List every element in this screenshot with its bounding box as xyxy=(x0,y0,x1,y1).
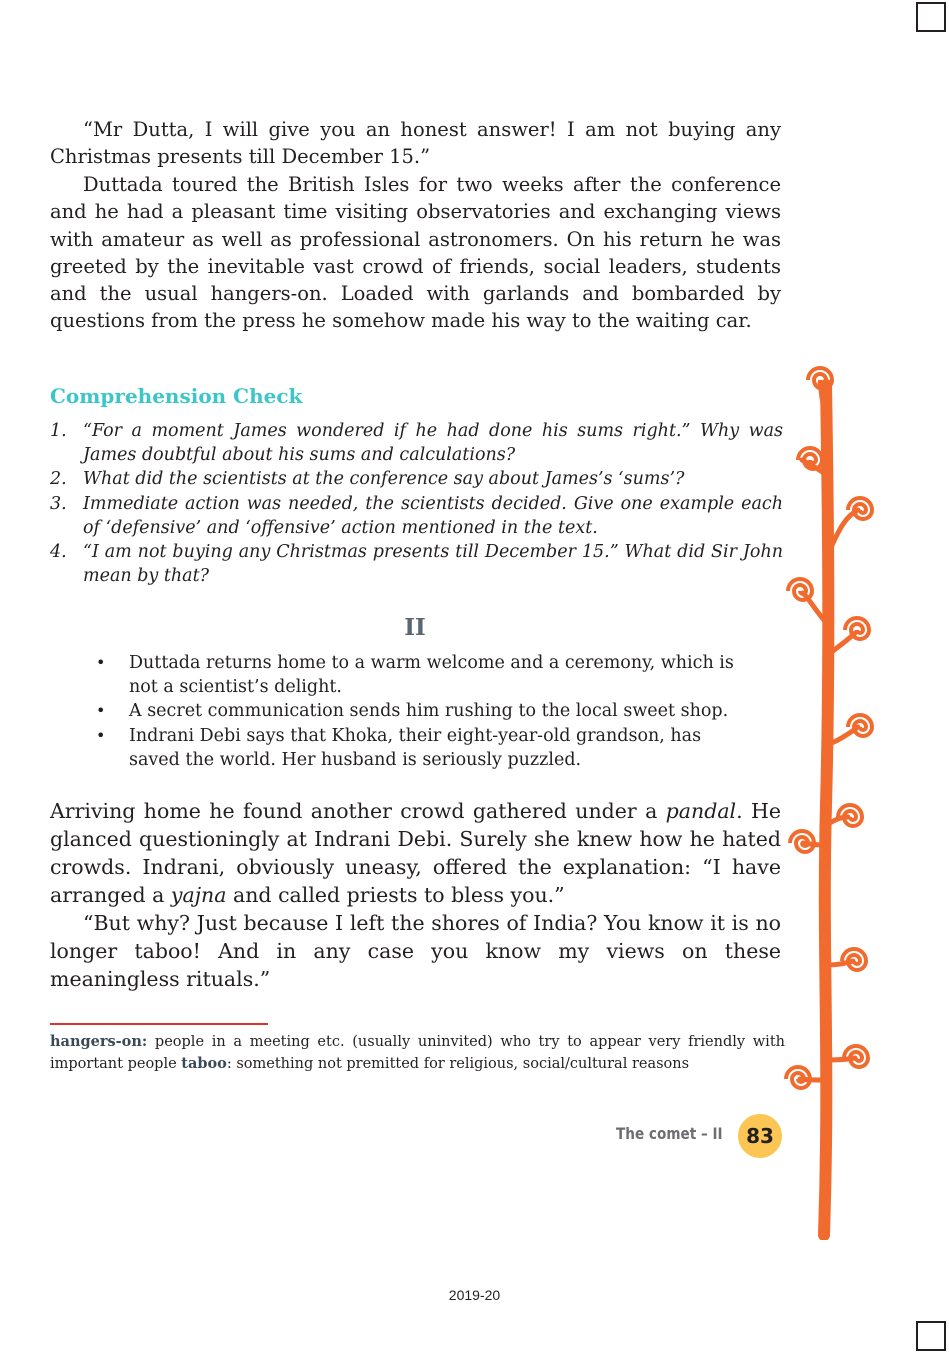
page-number-badge: 83 xyxy=(738,1114,782,1158)
question-text: “I am not buying any Christmas presents till December 15.” What did Sir John mean by that? xyxy=(83,542,783,587)
section-numeral: II xyxy=(404,614,426,641)
question-number: 4. xyxy=(50,542,67,563)
bullet-dot: • xyxy=(96,701,106,721)
question-number: 1. xyxy=(50,421,67,441)
footnote-rule xyxy=(50,1023,268,1025)
summary-bullet-item xyxy=(96,724,746,772)
italic-term-yajna: yajna xyxy=(170,883,227,907)
crop-mark-top xyxy=(916,2,946,32)
glossary-term: hangers-on: xyxy=(50,1033,148,1050)
text-run: and called priests to bless you.” xyxy=(226,883,565,907)
paragraph-christmas-quote: “Mr Dutta, I will give you an honest answer! I am not buying any Christmas presents till December 15.” xyxy=(50,118,781,169)
summary-bullet-item xyxy=(96,699,746,723)
paragraph-but-why: “But why? Just because I left the shores of India? You know it is no longer taboo! And in any case you know my views on these meaningless rituals.” xyxy=(50,911,781,991)
decorative-vine-illustration xyxy=(770,355,890,1240)
crop-mark-bottom xyxy=(916,1321,946,1351)
glossary-term: taboo xyxy=(181,1055,227,1072)
glossary-definition: : something not premitted for religious, social/cultural reasons xyxy=(226,1056,690,1072)
question-number: 2. xyxy=(50,469,67,490)
bullet-dot: • xyxy=(96,653,106,672)
running-title: The comet – II xyxy=(616,1124,723,1143)
summary-text: Indrani Debi says that Khoka, their eight-year-old grandson, has saved the world. Her husband is seriously puzzled. xyxy=(129,725,702,770)
question-item xyxy=(50,492,783,540)
summary-text: A secret communication sends him rushing to the local sweet shop. xyxy=(129,701,729,722)
section-summary-list xyxy=(96,651,746,772)
summary-bullet-item xyxy=(96,651,746,699)
question-item xyxy=(50,467,783,491)
comprehension-question-list xyxy=(50,419,783,588)
text-run: . He glanced questioningly at Indrani Debi. Surely she knew how he hated crowds. Indrani, obviously uneasy, offered the explanation: “I have arranged a xyxy=(50,799,781,907)
paragraph-british-isles-tour: Duttada toured the British Isles for two weeks after the conference and he had a pleasant time visiting observatories and exchanging views with amateur as well as professional astronomers. On his return he was greeted by the inevitable vast crowd of friends, social leaders, students and the usual hangers-on. Loaded with garlands and bombarded by questions from the press he somehow made his way to the waiting car. xyxy=(50,173,781,333)
paragraph-arriving-home xyxy=(50,797,781,909)
text-run: Arriving home he found another crowd gathered under a xyxy=(50,799,666,823)
italic-term-pandal: pandal xyxy=(665,799,737,823)
edition-year: 2019-20 xyxy=(448,1287,501,1303)
bullet-dot: • xyxy=(96,725,106,745)
glossary-footnote xyxy=(50,1031,785,1075)
comprehension-check-heading: Comprehension Check xyxy=(50,384,303,408)
question-text: What did the scientists at the conference say about James’s ‘sums’? xyxy=(83,469,685,490)
question-text: Immediate action was needed, the scientists decided. Give one example each of ‘defensive’ and ‘offensive’ action mentioned in the text. xyxy=(83,493,783,538)
glossary-definition: people in a meeting etc. (usually uninvited) who try to appear very friendly with important people xyxy=(50,1034,785,1072)
summary-text: Duttada returns home to a warm welcome and a ceremony, which is not a scientist’s delight. xyxy=(129,653,734,698)
question-number: 3. xyxy=(50,493,67,514)
question-item xyxy=(50,419,783,467)
question-text: “For a moment James wondered if he had done his sums right.” Why was James doubtful about his sums and calculations? xyxy=(83,421,783,466)
question-item xyxy=(50,540,783,588)
